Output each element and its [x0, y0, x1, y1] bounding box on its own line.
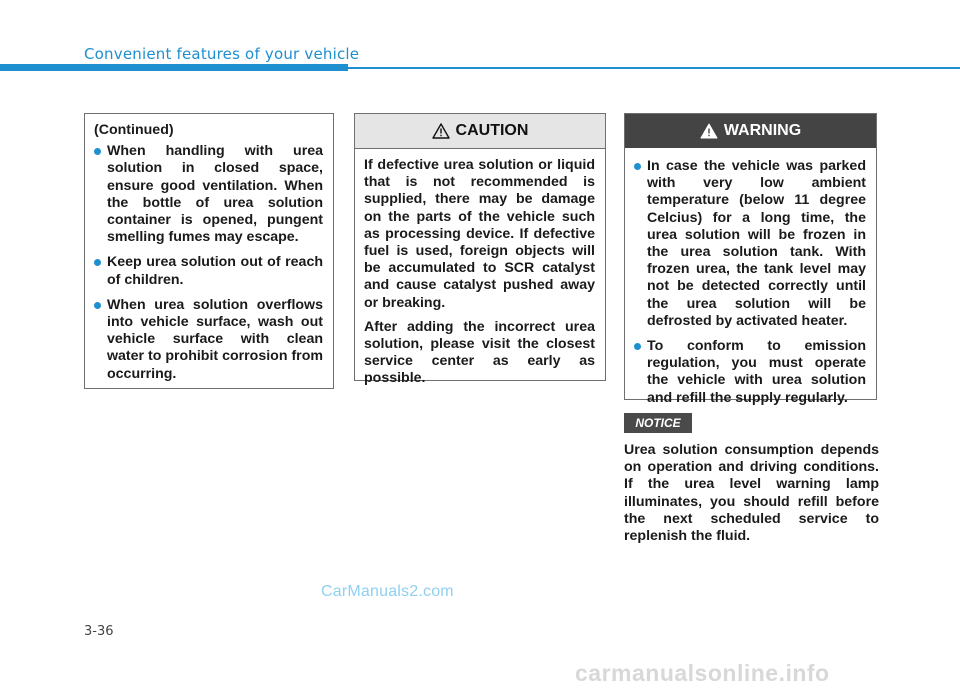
list-item-text: Keep urea solution out of reach of children.: [107, 254, 323, 288]
warning-box: [624, 113, 877, 406]
section-title: Convenient features of your vehicle: [84, 45, 360, 63]
bullet-dot: [94, 148, 101, 155]
continued-label: (Continued): [94, 122, 174, 138]
caution-title: CAUTION: [455, 122, 529, 139]
list-item-text: When handling with urea solution in closed space, ensure good ventilation. When the bottle of urea solution container is opened, pungent smelling fumes may escape.: [107, 143, 323, 246]
list-item: [94, 254, 323, 288]
continued-box-body: [94, 122, 323, 383]
list-item: [634, 338, 866, 407]
caution-body: [355, 149, 605, 396]
list-item: [94, 297, 323, 383]
notice-text: Urea solution consumption depends on operation and driving conditions. If the urea level warning lamp illuminates, you should refill before the next scheduled service to replenish the fluid.: [624, 442, 879, 545]
watermark-carmanualsonline[interactable]: carmanualsonline.info: [575, 660, 830, 686]
caution-header: [355, 114, 605, 149]
page-number: 3-36: [84, 624, 114, 639]
watermark-carmanuals2[interactable]: CarManuals2.com: [321, 583, 454, 600]
list-item-text: To conform to emission regulation, you must operate the vehicle with urea solution and refill the supply regularly.: [647, 338, 866, 406]
caution-paragraph: If defective urea solution or liquid that is not recommended is supplied, there may be damage on the parts of the vehicle such as processing device. If defective fuel is used, foreign objects will be accumulated to SCR catalyst and cause catalyst pushed away or breaking.: [364, 157, 595, 311]
bullet-dot: [94, 302, 101, 309]
title-rule-thin: [348, 67, 960, 69]
continued-box: [84, 113, 334, 389]
bullet-dot: [94, 259, 101, 266]
warning-bullet-list: [634, 158, 866, 407]
list-item: [634, 158, 866, 330]
continued-bullet-list: [94, 143, 323, 383]
bullet-dot: [634, 343, 641, 350]
warning-triangle-outline-icon: [432, 123, 450, 139]
list-item-text: When urea solution overflows into vehicle surface, wash out vehicle surface with clean water to prohibit corrosion from occurring.: [107, 296, 323, 382]
notice-badge: NOTICE: [624, 413, 692, 433]
warning-header: [625, 114, 876, 148]
caution-paragraph: After adding the incorrect urea solution, please visit the closest service center as early as possible.: [364, 318, 595, 387]
warning-triangle-filled-icon: [700, 123, 718, 139]
title-rule-thick: [0, 64, 348, 71]
warning-title: WARNING: [723, 122, 802, 139]
list-item: [94, 143, 323, 246]
warning-body: [625, 148, 876, 415]
bullet-dot: [634, 163, 641, 170]
caution-box: [354, 113, 606, 387]
list-item-text: In case the vehicle was parked with very low ambient temperature (below 11 degree Celcius) for a long time, the urea solution will be frozen in the urea solution tank. With frozen urea, the tank level may not be detected correctly until the urea solution will be defrosted by activated heater.: [647, 158, 866, 329]
